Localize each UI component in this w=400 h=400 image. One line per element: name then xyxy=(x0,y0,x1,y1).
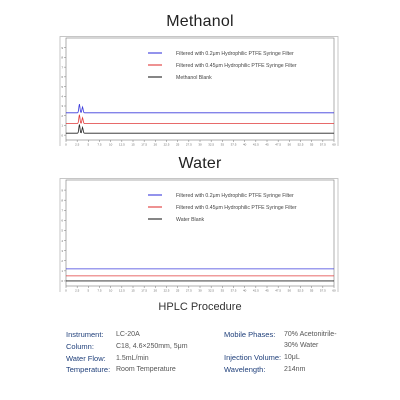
y-tick-label: 9 xyxy=(61,188,63,193)
x-tick-label: 42.5 xyxy=(252,142,259,146)
x-tick-label: 20 xyxy=(153,142,158,146)
y-tick-label: 2 xyxy=(61,113,63,118)
y-tick-label: 6 xyxy=(61,75,63,80)
x-tick-label: 30 xyxy=(198,288,202,292)
x-tick-label: 17.5 xyxy=(141,288,148,292)
mobile-phases-value: 70% Acetonitrile- xyxy=(284,331,337,338)
x-tick-label: 40 xyxy=(242,288,247,292)
mobile-phases-label: Mobile Phases: xyxy=(224,330,276,339)
y-tick-label: 3 xyxy=(61,104,63,109)
x-tick-label: 7.5 xyxy=(97,142,102,146)
x-tick-label: 55 xyxy=(309,142,314,146)
chart-title: Methanol xyxy=(166,13,234,30)
y-tick-label: 0 xyxy=(61,133,63,138)
x-tick-label: 37.5 xyxy=(230,142,237,146)
x-tick-label: 57.5 xyxy=(319,288,326,292)
y-tick-label: 5 xyxy=(61,84,63,89)
x-tick-label: 52.5 xyxy=(297,142,304,146)
mobile-phases-value-line2: 30% Water xyxy=(284,342,319,349)
x-tick-label: 5 xyxy=(87,142,90,146)
instrument-label: Instrument: xyxy=(66,330,104,339)
x-tick-label: 27.5 xyxy=(185,142,192,146)
instrument-value: LC-20A xyxy=(116,331,140,338)
y-tick-label: 8 xyxy=(61,198,63,203)
x-tick-label: 30 xyxy=(198,142,202,146)
y-tick-label: 3 xyxy=(61,248,63,253)
column-value: C18, 4.6×250mm, 5μm xyxy=(116,343,188,350)
x-tick-label: 22.5 xyxy=(163,288,170,292)
x-tick-label: 35 xyxy=(220,142,225,146)
x-tick-label: 15 xyxy=(131,288,135,292)
legend-label: Methanol Blank xyxy=(176,75,212,81)
legend-label: Filtered with 0.2μm Hydrophilic PTFE Syringe Filter xyxy=(176,51,294,57)
y-tick-label: 5 xyxy=(61,228,63,233)
x-tick-label: 50 xyxy=(287,288,292,292)
x-tick-label: 57.5 xyxy=(319,142,326,146)
x-tick-label: 20 xyxy=(153,288,158,292)
y-tick-label: 2 xyxy=(61,258,63,263)
water-chromatogram xyxy=(0,178,400,292)
water-chart-block xyxy=(0,150,400,300)
x-tick-label: 0 xyxy=(65,142,67,146)
injection-volume-label: Injection Volume: xyxy=(224,353,282,362)
wavelength-value: 214nm xyxy=(284,366,306,373)
x-tick-label: 10 xyxy=(108,288,113,292)
methanol-chromatogram xyxy=(0,36,400,146)
x-tick-label: 0 xyxy=(65,288,67,292)
y-tick-label: 6 xyxy=(61,218,63,223)
water-flow-value: 1.5mL/min xyxy=(116,355,149,362)
x-tick-label: 12.5 xyxy=(118,288,125,292)
legend-label: Filtered with 0.2μm Hydrophilic PTFE Syringe Filter xyxy=(176,193,294,199)
x-tick-label: 45 xyxy=(265,142,269,146)
y-tick-label: 4 xyxy=(61,238,63,243)
x-tick-label: 2.5 xyxy=(75,142,80,146)
y-tick-label: 4 xyxy=(61,94,63,99)
temperature-label: Temperature: xyxy=(66,365,111,374)
water-flow-label: Water Flow: xyxy=(66,354,106,363)
x-tick-label: 35 xyxy=(220,288,225,292)
legend-label: Water Blank xyxy=(176,217,205,223)
x-tick-label: 27.5 xyxy=(185,288,192,292)
injection-volume-value: 10μL xyxy=(284,354,300,361)
y-tick-label: 1 xyxy=(61,123,63,128)
x-tick-label: 55 xyxy=(309,288,314,292)
x-tick-label: 10 xyxy=(108,142,113,146)
x-tick-label: 25 xyxy=(175,288,180,292)
y-tick-label: 7 xyxy=(61,208,63,213)
x-tick-label: 5 xyxy=(87,288,90,292)
x-tick-label: 17.5 xyxy=(141,142,148,146)
legend-label: Filtered with 0.45μm Hydrophilic PTFE Syringe Filter xyxy=(176,205,297,211)
y-tick-label: 9 xyxy=(61,45,63,50)
x-tick-label: 60 xyxy=(332,142,336,146)
x-tick-label: 7.5 xyxy=(97,288,102,292)
x-tick-label: 50 xyxy=(287,142,292,146)
y-tick-label: 1 xyxy=(61,269,63,274)
x-tick-label: 47.5 xyxy=(275,288,282,292)
x-tick-label: 42.5 xyxy=(252,288,259,292)
x-tick-label: 47.5 xyxy=(275,142,282,146)
x-tick-label: 60 xyxy=(332,288,336,292)
x-tick-label: 22.5 xyxy=(163,142,170,146)
x-tick-label: 40 xyxy=(242,142,247,146)
y-tick-label: 7 xyxy=(61,65,63,70)
procedure-title: HPLC Procedure xyxy=(158,301,242,313)
wavelength-label: Wavelength: xyxy=(224,365,266,374)
temperature-value: Room Temperature xyxy=(116,366,176,373)
x-tick-label: 25 xyxy=(175,142,180,146)
x-tick-label: 52.5 xyxy=(297,288,304,292)
x-tick-label: 32.5 xyxy=(208,142,215,146)
x-tick-label: 12.5 xyxy=(118,142,125,146)
y-tick-label: 8 xyxy=(61,55,63,60)
methanol-chart-block xyxy=(0,0,400,150)
column-label: Column: xyxy=(66,342,94,351)
x-tick-label: 2.5 xyxy=(75,288,80,292)
x-tick-label: 37.5 xyxy=(230,288,237,292)
legend-label: Filtered with 0.45μm Hydrophilic PTFE Syringe Filter xyxy=(176,63,297,69)
y-tick-label: 0 xyxy=(61,279,63,284)
x-tick-label: 15 xyxy=(131,142,135,146)
chart-title: Water xyxy=(178,155,222,172)
x-tick-label: 45 xyxy=(265,288,269,292)
x-tick-label: 32.5 xyxy=(208,288,215,292)
